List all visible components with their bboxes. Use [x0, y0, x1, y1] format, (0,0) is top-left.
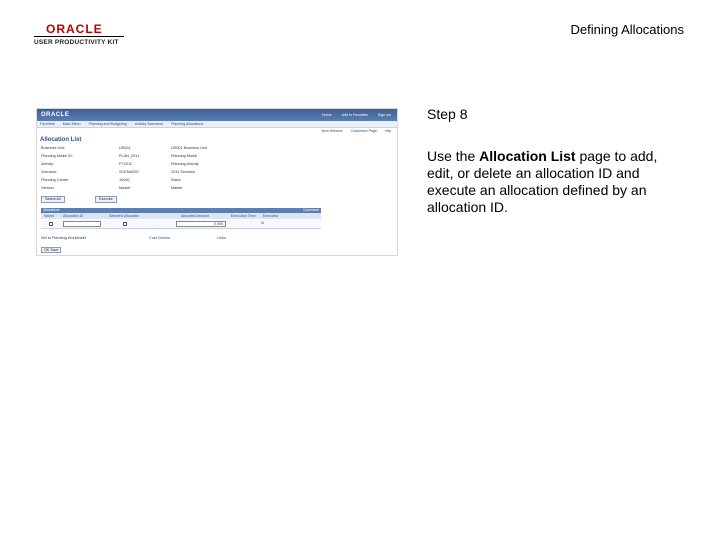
logo-divider — [34, 36, 124, 37]
col-executed: Executed — [263, 214, 278, 218]
field-desc: Master — [171, 186, 183, 190]
grid-title: Allocations — [43, 208, 60, 212]
field-value: Master — [119, 186, 131, 190]
col-selected-allocation: Selected Allocation — [109, 214, 140, 218]
selected-allocation-checkbox[interactable] — [123, 222, 127, 226]
allocation-id-input[interactable] — [63, 221, 101, 227]
step-instruction — [427, 148, 677, 216]
grid-column-headers — [41, 213, 321, 219]
menu-activity[interactable]: Activity Scenarios — [134, 122, 164, 126]
toolbar-new-window[interactable]: New Window — [321, 129, 343, 133]
app-top-links — [322, 113, 391, 117]
executed-value: N — [261, 221, 264, 225]
app-menu-bar — [37, 121, 397, 128]
grid-customize-link[interactable]: Customize — [302, 208, 319, 212]
field-label: Version: — [41, 186, 55, 190]
field-version — [41, 186, 301, 192]
save-button[interactable]: OK Save — [41, 247, 61, 253]
col-allocation-id[interactable]: Allocation ID — [63, 214, 84, 218]
menu-favorites[interactable]: Favorites — [40, 122, 55, 126]
field-business-unit — [41, 146, 301, 152]
logo-oracle-text: ORACLE — [46, 22, 103, 36]
select-all-button[interactable]: Select All — [41, 196, 65, 203]
oracle-upk-logo — [34, 22, 124, 48]
field-value: FY2011 — [119, 162, 133, 166]
field-value: 10000 — [119, 178, 130, 182]
field-desc: Sales — [171, 178, 181, 182]
cost-drivers-link[interactable]: Cost Drivers — [149, 236, 170, 240]
step-number: Step 8 — [427, 106, 468, 122]
links-link[interactable]: Links — [217, 236, 226, 240]
top-link-signout[interactable]: Sign out — [377, 113, 391, 117]
allocated-amount-field[interactable]: 0.000 — [176, 221, 226, 227]
field-value: PLAN_2011 — [119, 154, 140, 158]
col-execution-time: Execution Time — [231, 214, 256, 218]
field-label: Planning Center: — [41, 178, 70, 182]
page-title: Defining Allocations — [570, 22, 684, 37]
field-label: Activity: — [41, 162, 55, 166]
instruction-bold-term: Allocation List — [479, 148, 576, 164]
field-activity — [41, 162, 301, 168]
field-label: Planning Model ID: — [41, 154, 74, 158]
top-link-home[interactable]: Home — [322, 113, 332, 117]
instruction-text-before: Use the — [427, 148, 480, 164]
instruction-text-after: page to add, edit, or delete an allocation ID and execute an allocation defined by an allocation ID. — [427, 148, 658, 215]
menu-main[interactable]: Main Menu — [62, 122, 81, 126]
field-desc: US001 Business Unit — [171, 146, 207, 150]
table-row — [41, 220, 321, 229]
field-value: SCENARIO — [119, 170, 139, 174]
application-screenshot — [36, 108, 398, 256]
field-label: Scenario: — [41, 170, 58, 174]
col-select: Select — [44, 214, 54, 218]
field-desc: Planning Model — [171, 154, 198, 158]
allocation-list-heading: Allocation List — [40, 137, 82, 143]
app-top-bar — [37, 109, 397, 121]
field-scenario — [41, 170, 301, 176]
menu-planning[interactable]: Planning and Budgeting — [88, 122, 127, 126]
field-label: Business Unit: — [41, 146, 66, 150]
app-brand-logo: ORACLE — [41, 112, 70, 118]
top-link-favorites[interactable]: Add to Favorites — [341, 113, 368, 117]
app-toolbar — [322, 129, 391, 133]
select-checkbox[interactable] — [49, 222, 53, 226]
field-planning-center — [41, 178, 301, 184]
logo-upk-text: USER PRODUCTIVITY KIT — [34, 39, 119, 46]
toolbar-customize[interactable]: Customize Page — [350, 129, 377, 133]
worksheet-label: Set to Planning Worksheet — [41, 236, 86, 240]
field-value: US001 — [119, 146, 131, 150]
field-planning-model — [41, 154, 301, 160]
execute-button[interactable]: Execute — [95, 196, 117, 203]
field-desc: 2011 Scenario — [171, 170, 196, 174]
menu-allocations[interactable]: Planning Allocations — [171, 122, 204, 126]
col-allocated-amount: Allocated Amount — [181, 214, 209, 218]
field-desc: Planning Activity — [171, 162, 199, 166]
toolbar-http[interactable]: http — [385, 129, 391, 133]
